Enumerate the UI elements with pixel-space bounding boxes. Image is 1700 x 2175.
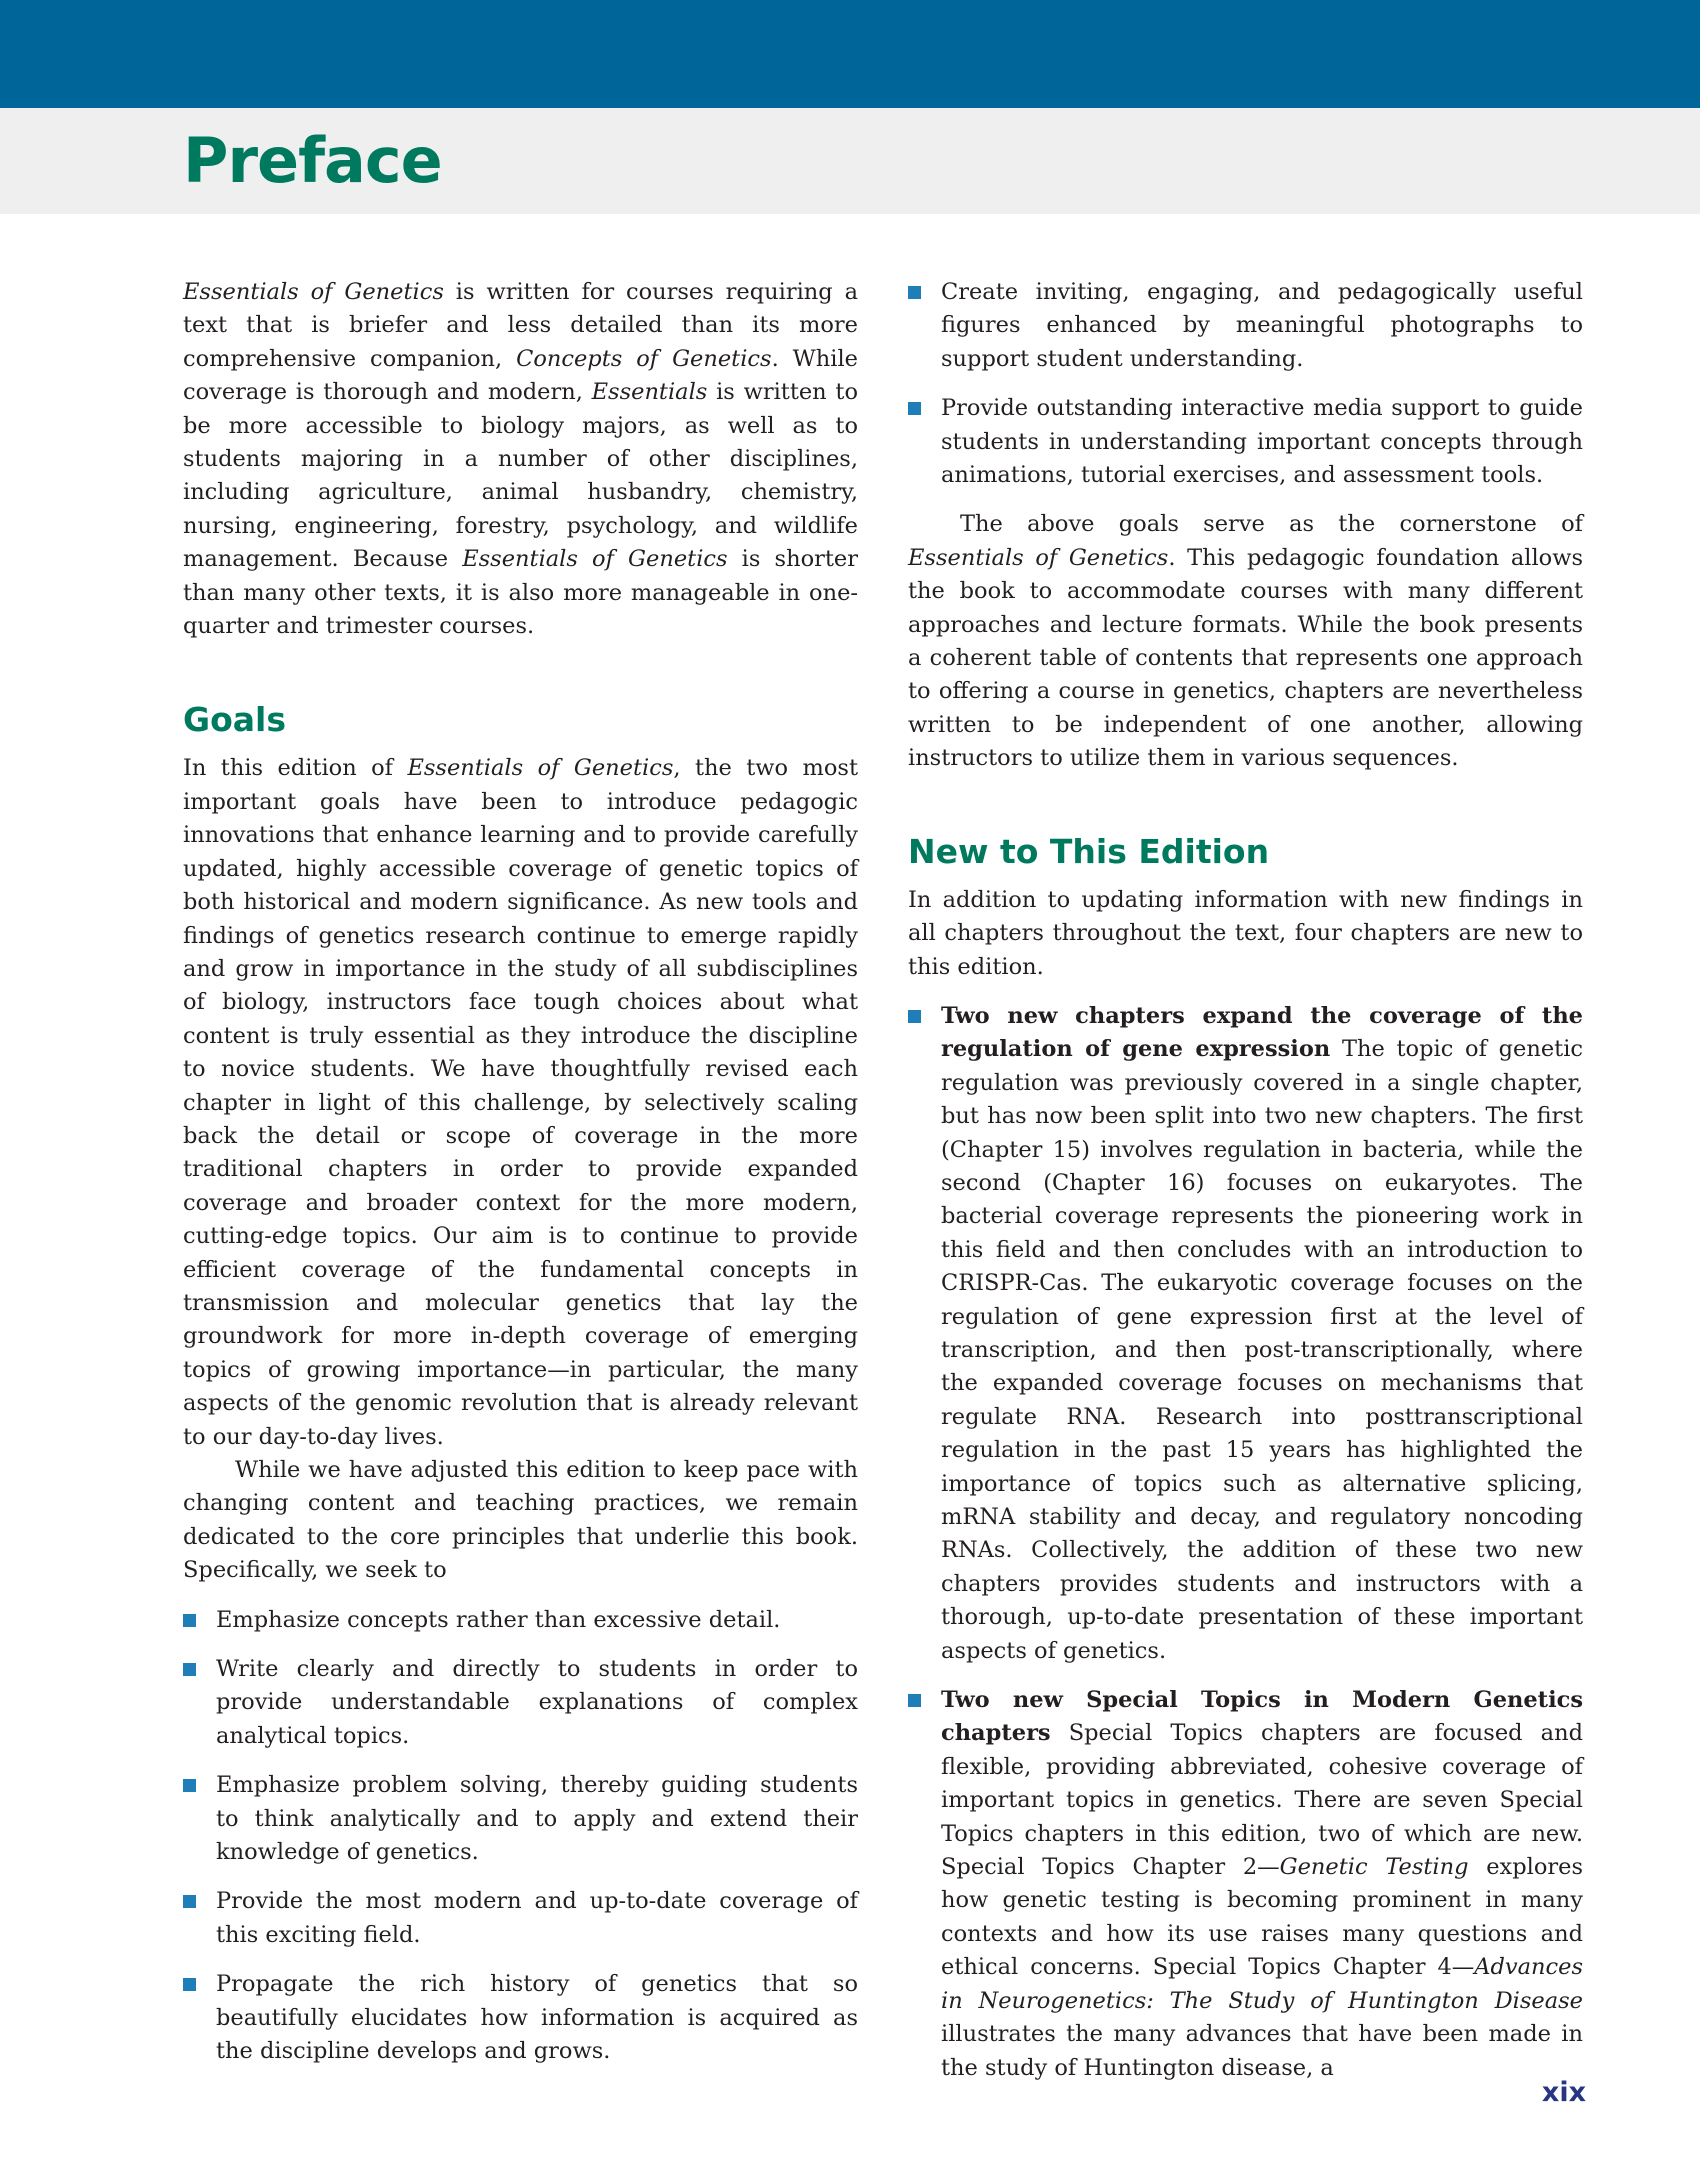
list-item-text: Create inviting, engaging, and pedagogically useful figures enhanced by meaningful photographs to support student understanding. (941, 279, 1583, 372)
list-item (908, 276, 1583, 376)
goals-heading: Goals (183, 700, 286, 740)
list-item (183, 1653, 858, 1753)
goals-paragraph-2: While we have adjusted this edition to keep pace with changing content and teaching practices, we remain dedicated to the core principles that underlie this book. Specifically, we seek to (183, 1457, 858, 1584)
list-item-body: explores how genetic testing is becoming prominent in many contexts and how its use raises many questions and ethical concerns. Special Topics Chapter 4— (941, 1854, 1583, 1981)
new-edition-intro: In addition to updating information with new findings in all chapters throughout the text, four chapters are new to this edition. (908, 886, 1583, 980)
intro-text: is written for courses requiring a text that is briefer and less detailed than its more comprehensive companion, (183, 279, 858, 372)
square-bullet-icon (183, 1663, 196, 1676)
square-bullet-icon (908, 1694, 921, 1707)
left-column (183, 276, 858, 2085)
intro-text: is shorter than many other texts, it is also more manageable in one-quarter and trimester courses. (183, 546, 859, 640)
page-title: Preface (183, 124, 442, 197)
square-bullet-icon (183, 1895, 196, 1908)
square-bullet-icon (908, 402, 921, 415)
intro-italic: Concepts of Genetics (516, 345, 772, 372)
list-item-text: Provide outstanding interactive media support to guide students in understanding important concepts through animations, tutorial exercises, and assessment tools. (941, 395, 1583, 489)
list-item-body: The topic of genetic regulation was previously covered in a single chapter, but has now been split into two new chapters. The first (Chapter 15) involves regulation in bacteria, while the second (Chapter 16) focuses on eukaryotes. The bacterial coverage represents the pioneering work in this field and then concludes with an introduction to CRISPR-Cas. The eukaryotic coverage focuses on the regulation of gene expression first at the level of transcription, and then post-transcriptionally, where the expanded coverage focuses on mechanisms that regulate RNA. Research into posttranscriptional regulation in the past 15 years has highlighted the importance of topics such as alternative splicing, mRNA stability and decay, and regulatory noncoding RNAs. Collectively, the addition of these two new chapters provides students and instructors with a thorough, up-to-date presentation of these important aspects of genetics. (941, 1036, 1584, 1664)
list-item (183, 1604, 858, 1637)
goals-bullet-list-continued (908, 276, 1583, 492)
goals-italic: Essentials of Genetics (407, 755, 674, 782)
intro-italic: Essentials of Genetics (183, 279, 444, 305)
goals-paragraph (183, 752, 858, 1454)
intro-italic: Essentials of Genetics (462, 546, 728, 573)
square-bullet-icon (183, 1779, 196, 1792)
list-item-body: illustrates the many advances that have been made in the study of Huntington disease, a (941, 2021, 1583, 2081)
list-item-italic: Genetic Testing (1279, 1854, 1469, 1881)
list-item-italic: Advances in Neurogenetics: The Study of Huntington Disease (941, 1954, 1583, 2014)
list-item-text (941, 1684, 1583, 2085)
list-item (908, 1684, 1583, 2085)
intro-text: . While coverage is thorough and modern, (183, 345, 858, 406)
list-item-lead: Two new chapters expand the coverage of the regulation of gene expression (941, 1002, 1583, 1063)
list-item-text: Provide the most modern and up-to-date coverage of this exciting field. (216, 1888, 858, 1948)
new-edition-list (908, 1000, 1583, 2085)
cornerstone-paragraph (908, 508, 1583, 775)
goals-text: In this edition of (183, 755, 408, 782)
cornerstone-text: The above goals serve as the cornerstone of (960, 511, 1583, 538)
list-item (183, 1885, 858, 1952)
list-item (908, 392, 1583, 492)
list-item-text: Write clearly and directly to students in order to provide understandable explanations of complex analytical topics. (216, 1656, 858, 1749)
header-color-band (0, 0, 1700, 108)
goals-bullet-list (183, 1604, 858, 2069)
square-bullet-icon (183, 1614, 196, 1627)
intro-paragraph (183, 276, 858, 643)
list-item-text: Emphasize concepts rather than excessive detail. (216, 1606, 781, 1633)
new-edition-heading: New to This Edition (908, 831, 1270, 871)
square-bullet-icon (908, 1010, 921, 1023)
cornerstone-italic: Essentials of Genetics (908, 544, 1169, 571)
list-item-lead: Two new Special Topics in Modern Genetics chapters (941, 1687, 1583, 1747)
intro-text: is written to be more accessible to biology majors, as well as to students majoring in a number of other disciplines, including agriculture, animal husbandry, chemistry, nursing, engineering, forestry, psychology, and wildlife management. Because (183, 379, 859, 573)
page-number: xix (1541, 2077, 1586, 2108)
list-item-text: Emphasize problem solving, thereby guiding students to think analytically and to apply and extend their knowledge of genetics. (216, 1772, 858, 1866)
square-bullet-icon (183, 1978, 196, 1991)
list-item-text: Propagate the rich history of genetics that so beautifully elucidates how information is acquired as the discipline develops and grows. (216, 1971, 858, 2065)
cornerstone-text: . This pedagogic foundation allows the book to accommodate courses with many different approaches and lecture formats. While the book presents a coherent table of contents that represents one approach to offering a course in genetics, chapters are nevertheless written to be independent of one another, allowing instructors to utilize them in various sequences. (908, 544, 1583, 772)
list-item (908, 1000, 1583, 1668)
list-item-text (941, 1000, 1583, 1668)
square-bullet-icon (908, 286, 921, 299)
right-column (908, 276, 1583, 2101)
goals-text: , the two most important goals have been to introduce pedagogic innovations that enhance learning and to provide carefully updated, highly accessible coverage of genetic topics of both historical and modern significance. As new tools and findings of genetics research continue to emerge rapidly and grow in importance in the study of all subdisciplines of biology, instructors face tough choices about what content is truly essential as they introduce the discipline to novice students. We have thoughtfully revised each chapter in light of this challenge, by selectively scaling back the detail or scope of coverage in the more traditional chapters in order to provide expanded coverage and broader context for the more modern, cutting-edge topics. Our aim is to continue to provide efficient coverage of the fundamental concepts in transmission and molecular genetics that lay the groundwork for more in-depth coverage of emerging topics of growing importance—in particular, the many aspects of the genomic revolution that is already relevant to our day-to-day lives. (183, 755, 858, 1450)
list-item-body: Special Topics chapters are focused and flexible, providing abbreviated, cohesive coverage of important topics in genetics. There are seven Special Topics chapters in this edition, two of which are new. Special Topics Chapter 2— (941, 1720, 1583, 1881)
intro-italic: Essentials (591, 379, 708, 406)
list-item (183, 1769, 858, 1869)
list-item (183, 1968, 858, 2068)
